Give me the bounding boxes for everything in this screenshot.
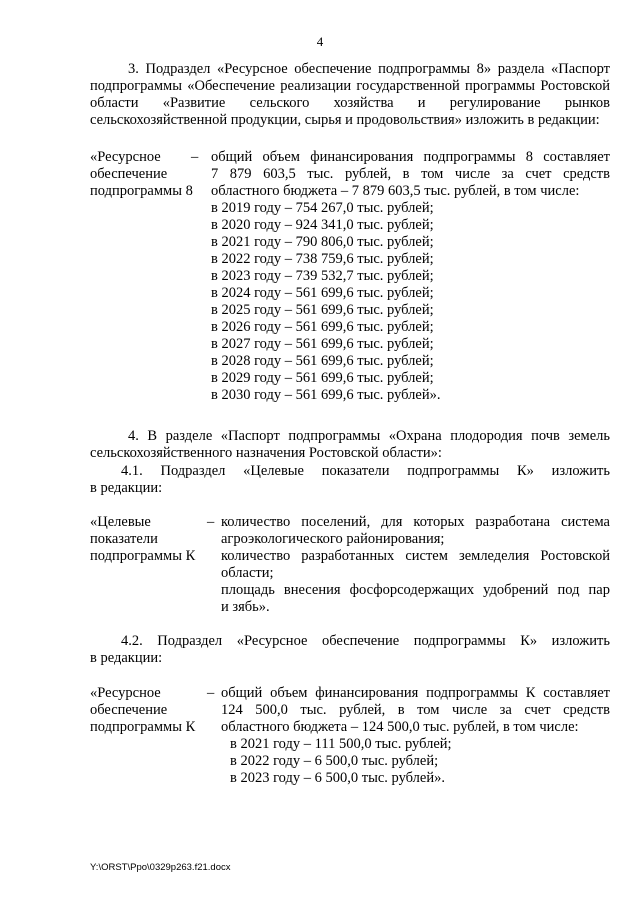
text-line: сельскохозяйственного назначения Ростовской области»: [90, 445, 442, 461]
content-line: в 2030 году – 561 699,6 тыс. рублей». [211, 387, 441, 403]
text-line: области «Развитие сельского хозяйства и регулирование рынков [90, 95, 610, 111]
content-line: в 2019 году – 754 267,0 тыс. рублей; [211, 200, 434, 216]
file-path-footer: Y:\ORST\Ppo\0329p263.f21.docx [90, 862, 231, 873]
text-line: в редакции: [90, 650, 163, 666]
content-line: площадь внесения фосфорсодержащих удобрений под пар [221, 582, 610, 598]
table-label [90, 514, 205, 565]
text-line: 4. В разделе «Паспорт подпрограммы «Охрана плодородия почв земель [128, 428, 610, 444]
content-line: в 2027 году – 561 699,6 тыс. рублей; [211, 336, 434, 352]
table-label [90, 149, 205, 200]
label-line: «Целевые [90, 514, 151, 530]
content-line: в 2023 году – 6 500,0 тыс. рублей». [230, 770, 445, 786]
content-line: в 2023 году – 739 532,7 тыс. рублей; [211, 268, 434, 284]
text-line: подпрограммы «Обеспечение реализации государственной программы Ростовской [90, 78, 610, 94]
content-line: агроэкологического районирования; [221, 531, 445, 547]
content-line: областного бюджета – 7 879 603,5 тыс. рублей, в том числе: [211, 183, 580, 199]
content-line: и зябь». [221, 599, 270, 615]
label-line: подпрограммы К [90, 719, 196, 735]
content-line: в 2020 году – 924 341,0 тыс. рублей; [211, 217, 434, 233]
page-number: 4 [316, 34, 324, 49]
text-line: 3. Подраздел «Ресурсное обеспечение подпрограммы 8» раздела «Паспорт [128, 61, 610, 77]
label-line: подпрограммы 8 [90, 183, 193, 199]
label-line: «Ресурсное [90, 149, 161, 165]
content-line: количество разработанных систем земледелия Ростовской [221, 548, 610, 564]
text-line: сельскохозяйственной продукции, сырья и продовольствия» изложить в редакции: [90, 112, 600, 128]
label-line: обеспечение [90, 702, 168, 718]
content-line: в 2021 году – 790 806,0 тыс. рублей; [211, 234, 434, 250]
content-line: в 2024 году – 561 699,6 тыс. рублей; [211, 285, 434, 301]
content-line: в 2022 году – 738 759,6 тыс. рублей; [211, 251, 434, 267]
label-line: обеспечение [90, 166, 168, 182]
text-line: в редакции: [90, 480, 163, 496]
section-3-paragraph [90, 61, 610, 129]
table-content [211, 149, 610, 404]
content-line: в 2025 году – 561 699,6 тыс. рублей; [211, 302, 434, 318]
label-line: подпрограммы К [90, 548, 196, 564]
dash: – [207, 685, 215, 701]
content-line: в 2021 году – 111 500,0 тыс. рублей; [230, 736, 452, 752]
content-line: в 2026 году – 561 699,6 тыс. рублей; [211, 319, 434, 335]
content-line: в 2029 году – 561 699,6 тыс. рублей; [211, 370, 434, 386]
table-content [221, 685, 610, 787]
dash: – [207, 514, 215, 530]
section-4-paragraph [90, 428, 610, 462]
content-line: общий объем финансирования подпрограммы 8 составляет [211, 149, 610, 165]
content-line: в 2022 году – 6 500,0 тыс. рублей; [230, 753, 439, 769]
label-line: показатели [90, 531, 158, 547]
content-line: области; [221, 565, 274, 581]
dash: – [191, 149, 199, 165]
section-4-2-paragraph [90, 633, 610, 667]
content-line: количество поселений, для которых разработана система [221, 514, 610, 530]
section-4-1-paragraph [90, 463, 610, 497]
text-line: 4.2. Подраздел «Ресурсное обеспечение подпрограммы К» изложить [121, 633, 610, 649]
table-content [221, 514, 610, 616]
content-line: областного бюджета – 124 500,0 тыс. рублей, в том числе: [221, 719, 579, 735]
label-line: «Ресурсное [90, 685, 161, 701]
content-line: в 2028 году – 561 699,6 тыс. рублей; [211, 353, 434, 369]
text-line: 4.1. Подраздел «Целевые показатели подпрограммы К» изложить [121, 463, 610, 479]
content-line: общий объем финансирования подпрограммы К составляет [221, 685, 610, 701]
content-line: 124 500,0 тыс. рублей, в том числе за счет средств [221, 702, 610, 718]
content-line: 7 879 603,5 тыс. рублей, в том числе за счет средств [211, 166, 610, 182]
table-label [90, 685, 205, 736]
